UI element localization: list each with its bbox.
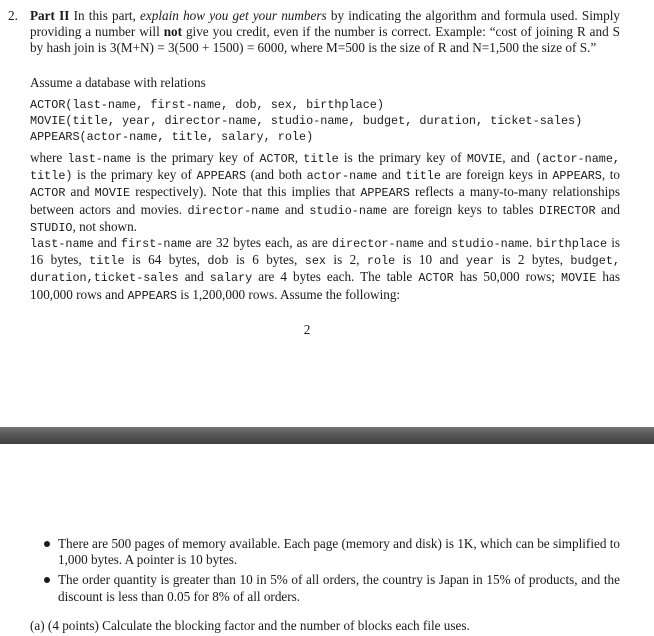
sizes-text: . — [528, 235, 537, 250]
sizes-text: and — [93, 235, 121, 250]
part-a-label: (a) (4 points) — [30, 618, 99, 633]
keys-text: and — [595, 201, 621, 217]
sizes-text: is 2, — [326, 252, 367, 268]
keys-code: actor-name — [306, 169, 378, 184]
bullet-text: There are 500 pages of memory available. Each page (memory and disk) is 1K, which can be simplified to 1,000 bytes. A pointer is 10 bytes. — [58, 536, 620, 568]
bullet-icon — [44, 541, 50, 547]
keys-text: , to — [601, 167, 620, 183]
sizes-text: are 4 bytes each. The table — [252, 269, 419, 285]
keys-text: is the primary key of — [338, 150, 467, 165]
bullet-text: The order quantity is greater than 10 in 5% of all orders, the country is Japan in 15% of products, and the discount is less than 0.05 for 8% of all orders. — [58, 572, 620, 604]
part-a-text: Calculate the blocking factor and the number of blocks each file uses. — [98, 618, 470, 633]
keys-code: director-name — [187, 203, 280, 218]
page-separator — [0, 427, 654, 444]
relation-appears: APPEARS(actor-name, title, salary, role) — [30, 130, 314, 144]
sizes-code: ACTOR — [418, 271, 454, 286]
sizes-code: sex — [304, 254, 326, 269]
question-intro — [30, 8, 620, 57]
sizes-text: is 1,200,000 rows. Assume the following: — [177, 286, 401, 302]
keys-code: APPEARS — [360, 186, 410, 201]
keys-text: are foreign keys in — [440, 167, 553, 183]
keys-text: are foreign keys to tables — [387, 201, 539, 217]
keys-code: ACTOR — [30, 186, 66, 201]
sizes-code: MOVIE — [560, 271, 597, 286]
assumptions-list — [30, 536, 620, 609]
relation-movie: MOVIE(title, year, director-name, studio-name, budget, duration, ticket-sales) — [30, 114, 583, 128]
sizes-text: is 64 bytes, — [124, 252, 208, 268]
sizes-code: role — [366, 254, 396, 269]
keys-code: APPEARS — [196, 169, 247, 184]
sizes-text: and — [423, 235, 452, 250]
keys-code: DIRECTOR — [538, 203, 596, 218]
keys-code: studio-name — [309, 203, 388, 218]
keys-text: respectively). Note that this implies that — [130, 184, 361, 200]
sizes-code: budget, duration,ticket-sales — [30, 254, 620, 286]
keys-code: APPEARS — [552, 169, 602, 184]
part-a-question — [30, 618, 630, 634]
sizes-code: birthplace — [536, 237, 608, 251]
sizes-paragraph — [30, 235, 620, 304]
intro-text-2: by indicating the algorithm and formula used. Simply providing a number will — [30, 8, 620, 40]
question-number: 2. — [8, 8, 18, 23]
keys-text: , not shown. — [72, 218, 137, 234]
sizes-code: title — [89, 254, 125, 269]
sizes-code: director-name — [331, 237, 424, 251]
sizes-code: last-name — [30, 237, 94, 251]
keys-text: reflects a many-to-many relationships between actors and movies. — [30, 184, 620, 217]
keys-text: and — [279, 201, 310, 217]
intro-text-3: give you credit, even if the number is correct. Example: “cost of joining R and S by hash join is 3(M+N) = 3(500 + 1500) = 6000, where M=500 is the size of R and N=1,500 the size of S.” — [30, 24, 620, 56]
page-2 — [0, 444, 654, 636]
intro-text-1: In this part, — [69, 8, 141, 23]
keys-code: title — [303, 152, 339, 166]
list-item — [30, 572, 620, 604]
part-title: Part II — [30, 8, 70, 23]
keys-text: is the primary key of — [72, 167, 197, 183]
intro-bold: not — [163, 24, 183, 40]
sizes-code: dob — [207, 254, 229, 269]
keys-code: MOVIE — [466, 152, 503, 166]
sizes-text: and — [178, 269, 210, 285]
assume-text: Assume a database with relations — [30, 75, 206, 90]
sizes-text: has 50,000 rows; — [453, 269, 561, 285]
relation-actor: ACTOR(last-name, first-name, dob, sex, birthplace) — [30, 98, 384, 112]
sizes-text: is 16 bytes, — [30, 235, 621, 268]
page-number: 2 — [303, 322, 311, 337]
sizes-code: APPEARS — [127, 288, 177, 303]
keys-text: is the primary key of — [131, 150, 260, 165]
relations-list — [30, 97, 630, 145]
sizes-text: is 10 and — [395, 252, 466, 268]
sizes-text: are 32 bytes each, as are — [191, 235, 332, 250]
bullet-icon — [44, 577, 50, 583]
keys-code: last-name — [67, 152, 132, 166]
keys-text: and — [65, 184, 95, 200]
keys-code: MOVIE — [94, 186, 131, 201]
sizes-code: salary — [209, 271, 253, 286]
list-item — [30, 536, 620, 568]
keys-code: STUDIO — [30, 220, 73, 235]
sizes-code: studio-name — [451, 237, 529, 251]
keys-text: and — [377, 167, 406, 183]
sizes-text: has 100,000 rows and — [30, 269, 620, 302]
keys-text: , and — [502, 150, 536, 165]
keys-code: title — [405, 169, 441, 184]
keys-text: (and both — [246, 167, 307, 183]
keys-text: where — [30, 150, 68, 165]
sizes-text: is 2 bytes, — [494, 252, 571, 268]
keys-code: (actor-name, title) — [30, 152, 621, 184]
sizes-text: is 6 bytes, — [228, 252, 305, 268]
keys-paragraph — [30, 150, 620, 236]
sizes-code: first-name — [120, 237, 192, 251]
keys-text: , — [294, 150, 304, 165]
keys-code: ACTOR — [259, 152, 295, 166]
intro-italic: explain how you get your numbers — [140, 8, 327, 23]
sizes-code: year — [465, 254, 495, 269]
